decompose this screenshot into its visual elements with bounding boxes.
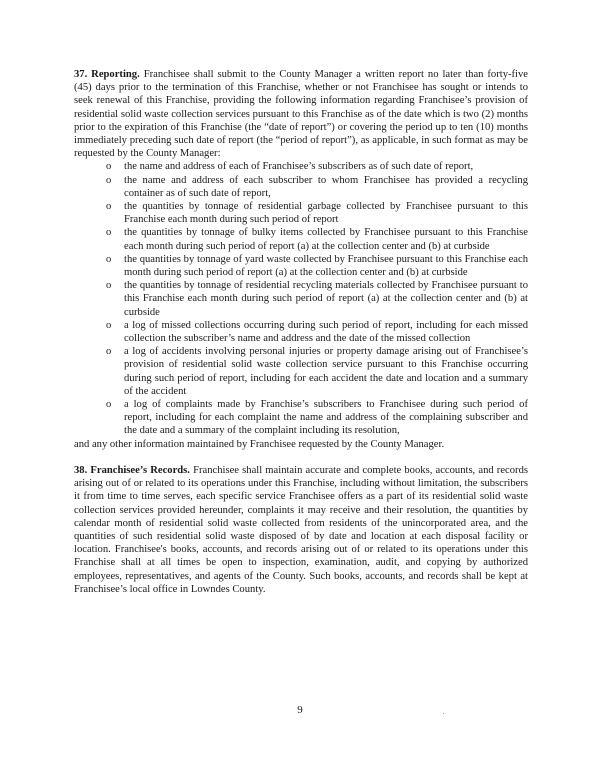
list-item bbox=[74, 200, 528, 226]
list-item bbox=[74, 398, 528, 438]
section-franchisee-records bbox=[74, 464, 528, 596]
bullet-marker: o bbox=[106, 253, 112, 265]
list-item bbox=[74, 279, 528, 319]
section-paragraph bbox=[74, 464, 528, 596]
bullet-marker: o bbox=[106, 174, 112, 186]
bullet-marker: o bbox=[106, 280, 112, 292]
scan-speck bbox=[443, 713, 444, 714]
bullet-marker: o bbox=[106, 161, 112, 173]
section-title: 37. Reporting. bbox=[74, 69, 140, 80]
list-item-text: the quantities by tonnage of bulky items collected by Franchisee pursuant to this Franchise each month during such period of report (a) at the collection center and (b) at curbside bbox=[124, 227, 528, 252]
bullet-marker: o bbox=[106, 399, 112, 411]
bullet-marker: o bbox=[106, 346, 112, 358]
list-item bbox=[74, 253, 528, 279]
list-item bbox=[74, 345, 528, 398]
section-body: Franchisee shall maintain accurate and complete books, accounts, and records arising out of or related to its operations under this Franchise, including without limitation, the subscribers it from time to time serves, each specific service Franchisee offers as a part of its residential solid waste collection services provided hereunder, complaints it may receive and their resolution, the quantities by calendar month of residential solid waste collected from residents of the unincorporated area, and the quantities of such residential solid waste disposed of by date and location at each disposal facility or location. Franchisee's books, accounts, and records arising out of or related to its operations under this Franchise shall at all times be open to inspection, examination, audit, and copying by authorized employees, representatives, and agents of the County. Such books, accounts, and records shall be kept at Franchisee’s local office in Lowndes County. bbox=[74, 464, 528, 595]
list-item bbox=[74, 319, 528, 345]
document-page bbox=[74, 68, 528, 596]
section-body: Franchisee shall submit to the County Manager a written report no later than forty-five (45) days prior to the termination of this Franchise, whether or not Franchisee has sought or intends to seek renewal of this Franchise, providing the following information regarding Franchisee’s provision of residential solid waste collection services pursuant to this Franchise as of the date which is two (2) months prior to the expiration of this Franchise (the “date of report”) or covering the period up to ten (10) months immediately preceding such date of report (the “period of report”), as applicable, in such format as may be requested by the County Manager: bbox=[74, 69, 528, 160]
list-item-text: the quantities by tonnage of residential recycling materials collected by Franchisee pursuant to this Franchise each month during such period of report (a) at the collection center and (b) at curbside bbox=[124, 280, 528, 318]
list-item-text: a log of missed collections occurring during such period of report, including for each missed collection the subscriber’s name and address and the date of the missed collection bbox=[124, 319, 528, 345]
page-number: 9 bbox=[297, 704, 303, 716]
list-item bbox=[74, 160, 528, 173]
section-closing: and any other information maintained by Franchisee requested by the County Manager. bbox=[74, 438, 445, 450]
bullet-marker: o bbox=[106, 227, 112, 239]
reporting-items-list bbox=[74, 160, 528, 437]
section-title: 38. Franchisee’s Records. bbox=[74, 464, 190, 476]
list-item bbox=[74, 226, 528, 252]
list-item-text: the name and address of each subscriber to whom Franchisee has provided a recycling container as of such date of report, bbox=[124, 174, 528, 199]
bullet-marker: o bbox=[106, 319, 112, 331]
section-paragraph bbox=[74, 68, 528, 160]
list-item-text: the quantities by tonnage of residential garbage collected by Franchisee pursuant to this Franchise each month during such period of report bbox=[124, 201, 528, 226]
section-gap bbox=[74, 451, 528, 464]
list-item bbox=[74, 174, 528, 200]
list-item-text: a log of complaints made by Franchise’s subscribers to Franchisee during such period of report, including for each complaint the name and address of the complaining subscriber and the date and a summary of the complaint including its resolution, bbox=[124, 399, 528, 437]
list-item-text: the quantities by tonnage of yard waste collected by Franchisee pursuant to this Franchise each month during such period of report (a) at the collection center and (b) at curbside bbox=[124, 253, 528, 279]
bullet-marker: o bbox=[106, 201, 112, 213]
list-item-text: a log of accidents involving personal injuries or property damage arising out of Franchisee’s provision of residential solid waste collection service pursuant to this Franchise occurring during such period of report, including for each accident the date and location and a summary of the accident bbox=[124, 346, 528, 397]
list-item-text: the name and address of each of Franchisee’s subscribers as of such date of report, bbox=[124, 161, 474, 173]
section-reporting bbox=[74, 68, 528, 451]
